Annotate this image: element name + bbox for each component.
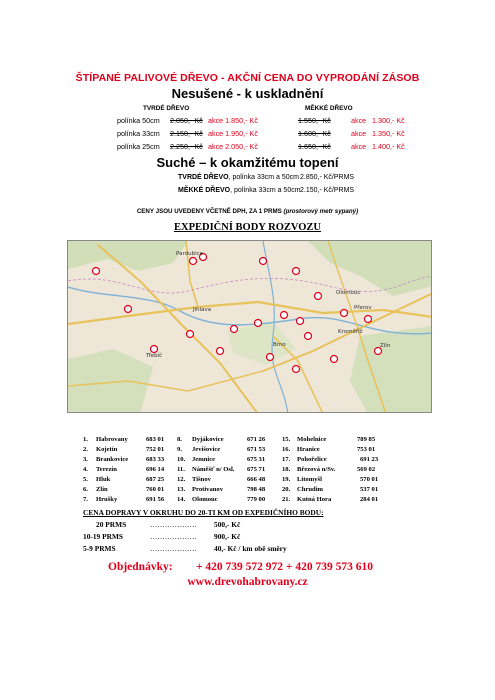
price-row xyxy=(0,129,495,141)
location-name: Březová n/Sv. xyxy=(297,466,336,473)
location-name: Habrovany xyxy=(96,436,128,443)
location-number: 18. xyxy=(282,466,291,473)
transport-price: 900,- Kč xyxy=(214,532,241,541)
location-number: 8. xyxy=(177,436,182,443)
location-name: Jemnice xyxy=(192,456,216,463)
website-link[interactable]: www.drevohabrovany.cz xyxy=(187,576,308,588)
transport-dots: ………………. xyxy=(150,544,197,553)
location-number: 21. xyxy=(282,496,291,503)
map-label: Kroměříž xyxy=(338,329,363,335)
transport-dots: ………………. xyxy=(150,532,197,541)
hardwood-promo-price: akce 2.050,- Kč xyxy=(208,142,258,151)
transport-dots: ………………. xyxy=(150,520,197,529)
price-row xyxy=(0,142,495,154)
softwood-promo-price: 1.300,- Kč xyxy=(372,116,405,125)
location-number: 3. xyxy=(83,456,88,463)
expedition-map[interactable] xyxy=(67,240,432,413)
dry-row-label xyxy=(178,187,301,194)
location-name: Zlín xyxy=(96,486,108,493)
map-label: Pardubice xyxy=(176,251,204,257)
orders-label: Objednávky: xyxy=(108,561,173,573)
map-label: Přerov xyxy=(354,305,372,311)
location-name: Hrušky xyxy=(96,496,118,503)
page-title: ŠTÍPANÉ PALIVOVÉ DŘEVO - AKČNÍ CENA DO VYPRODÁNÍ ZÁSOB xyxy=(75,72,420,84)
hardwood-promo-price: akce 1.950,- Kč xyxy=(208,129,258,138)
price-note-unit: (prostorový metr sypaný) xyxy=(283,208,359,215)
location-zip: 284 01 xyxy=(360,496,379,503)
hardwood-promo-price: akce 1.850,- Kč xyxy=(208,116,258,125)
location-zip: 752 01 xyxy=(146,446,165,453)
softwood-promo-word: akce xyxy=(351,116,367,125)
transport-range: 10-19 PRMS xyxy=(83,532,124,541)
location-number: 17. xyxy=(282,456,291,463)
location-name: Kutná Hora xyxy=(297,496,332,503)
location-name: Protivanov xyxy=(192,486,224,493)
location-zip: 683 33 xyxy=(146,456,165,463)
dry-row-size: , polínka 33cm a 50cm xyxy=(228,174,299,181)
location-name: Tišnov xyxy=(192,476,211,483)
location-name: Kojetín xyxy=(96,446,118,453)
dry-row-size: , polínka 33cm a 50cm xyxy=(230,187,301,194)
location-number: 16. xyxy=(282,446,291,453)
softwood-old-price: 1.600,- Kč xyxy=(298,129,331,138)
map-graphic xyxy=(68,241,432,413)
location-number: 11. xyxy=(177,466,185,473)
location-zip: 691 23 xyxy=(360,456,379,463)
hardwood-old-price: 2.150,- Kč xyxy=(170,129,203,138)
location-name: Dyjákovice xyxy=(192,436,224,443)
location-name: Chrudim xyxy=(297,486,324,493)
location-zip: 671 53 xyxy=(247,446,266,453)
location-number: 19. xyxy=(282,476,291,483)
map-label: Třebíč xyxy=(146,353,163,359)
map-label: Olomouc xyxy=(336,290,361,296)
dry-row-price: 2.150,- Kč/PRMS xyxy=(300,187,355,194)
location-name: Olomouc xyxy=(192,496,218,503)
dry-row-type: TVRDÉ DŘEVO xyxy=(178,174,229,181)
location-number: 13. xyxy=(177,486,186,493)
location-zip: 569 02 xyxy=(357,466,376,473)
price-note xyxy=(0,208,495,215)
location-zip: 671 26 xyxy=(247,436,266,443)
map-label: Zlín xyxy=(380,343,391,349)
location-number: 1. xyxy=(83,436,88,443)
price-row-label: polínka 33cm xyxy=(117,129,160,138)
location-zip: 537 01 xyxy=(360,486,379,493)
softwood-header: MĚKKÉ DŘEVO xyxy=(305,105,353,112)
location-number: 9. xyxy=(177,446,182,453)
map-label: Brno xyxy=(273,342,286,348)
softwood-promo-word: akce xyxy=(351,129,367,138)
location-zip: 779 00 xyxy=(247,496,266,503)
location-zip: 753 01 xyxy=(357,446,376,453)
location-number: 10. xyxy=(177,456,186,463)
transport-price: 40,- Kč / km obě směry xyxy=(214,544,287,553)
softwood-promo-price: 1.350,- Kč xyxy=(372,129,405,138)
dry-row-label xyxy=(178,174,299,181)
location-number: 7. xyxy=(83,496,88,503)
transport-price: 500,- Kč xyxy=(214,520,241,529)
location-zip: 666 48 xyxy=(247,476,266,483)
softwood-promo-price: 1.400,- Kč xyxy=(372,142,405,151)
location-name: Náměšť n/ Osl. xyxy=(192,466,235,473)
location-name: Hranice xyxy=(297,446,320,453)
price-row-label: polínka 25cm xyxy=(117,142,160,151)
softwood-old-price: 1.550,- Kč xyxy=(298,116,331,125)
hardwood-old-price: 2.050,- Kč xyxy=(170,116,203,125)
location-name: Hluk xyxy=(96,476,111,483)
dry-row-price: 2.850,- Kč/PRMS xyxy=(300,174,355,181)
location-number: 2. xyxy=(83,446,88,453)
softwood-promo-word: akce xyxy=(351,142,367,151)
location-zip: 691 56 xyxy=(146,496,165,503)
location-number: 6. xyxy=(83,486,88,493)
location-zip: 675 31 xyxy=(247,456,266,463)
dry-row-type: MĚKKÉ DŘEVO xyxy=(178,187,231,194)
softwood-old-price: 1.650,- Kč xyxy=(298,142,331,151)
location-number: 4. xyxy=(83,466,88,473)
dry-heading: Suché – k okamžitému topení xyxy=(156,155,339,170)
transport-heading: CENA DOPRAVY V OKRUHU DO 20-TI KM OD EXPEDIČNÍHO BODU: xyxy=(83,508,324,517)
location-zip: 675 71 xyxy=(247,466,266,473)
location-zip: 798 48 xyxy=(247,486,266,493)
location-zip: 760 01 xyxy=(146,486,165,493)
location-name: Pohořelice xyxy=(297,456,327,463)
transport-range: 20 PRMS xyxy=(96,520,127,529)
transport-range: 5-9 PRMS xyxy=(83,544,116,553)
hardwood-old-price: 2.250,- Kč xyxy=(170,142,203,151)
price-row-label: polínka 50cm xyxy=(117,116,160,125)
location-zip: 789 85 xyxy=(357,436,376,443)
hardwood-header: TVRDÉ DŘEVO xyxy=(143,105,190,112)
location-name: Mohelnice xyxy=(297,436,327,443)
location-number: 14. xyxy=(177,496,186,503)
location-zip: 570 01 xyxy=(360,476,379,483)
location-name: Litomyšl xyxy=(297,476,322,483)
location-zip: 687 25 xyxy=(146,476,165,483)
location-number: 20. xyxy=(282,486,291,493)
undried-heading: Nesušené - k uskladnění xyxy=(171,86,324,101)
location-name: Terezín xyxy=(96,466,117,473)
location-number: 5. xyxy=(83,476,88,483)
price-row xyxy=(0,116,495,128)
location-number: 12. xyxy=(177,476,186,483)
location-name: Jevišovice xyxy=(192,446,221,453)
phone-numbers[interactable]: + 420 739 572 972 + 420 739 573 610 xyxy=(196,561,373,573)
location-number: 15. xyxy=(282,436,291,443)
location-zip: 683 01 xyxy=(146,436,165,443)
map-label: Jihlava xyxy=(193,307,212,313)
price-note-text: CENY JSOU UVEDENY VČETNĚ DPH, ZA 1 PRMS xyxy=(136,208,282,215)
expedition-heading: EXPEDIČNÍ BODY ROZVOZU xyxy=(174,222,321,233)
location-zip: 696 14 xyxy=(146,466,165,473)
location-name: Brankovice xyxy=(96,456,129,463)
